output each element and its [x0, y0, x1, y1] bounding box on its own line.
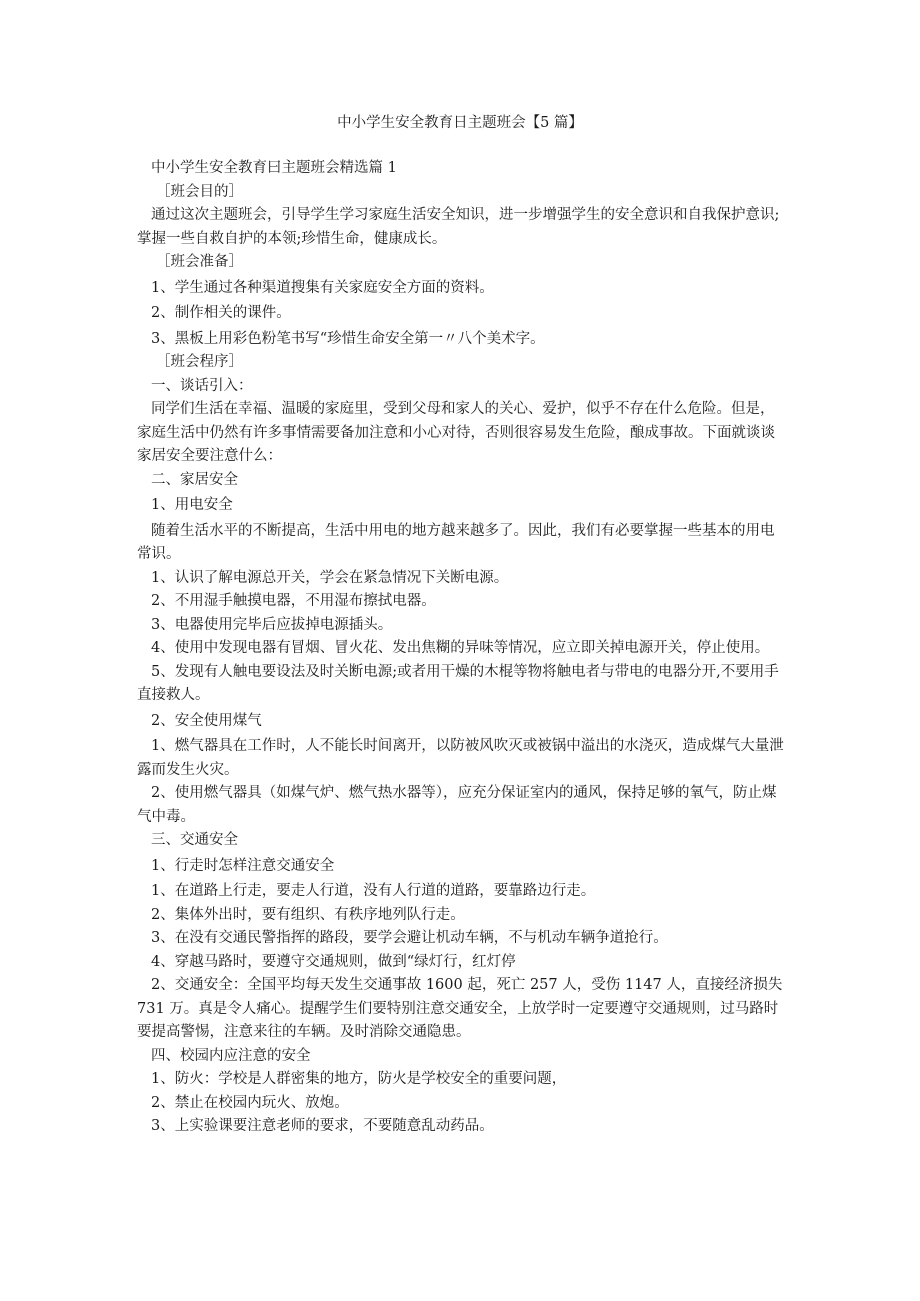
list-item: 5、发现有人触电要设法及时关断电源;或者用干燥的木棍等物将触电者与带电的电器分开,不要用手直接救人。 — [137, 663, 779, 703]
list-item: 1、防火：学校是人群密集的地方，防火是学校安全的重要问题， — [151, 1071, 567, 1087]
list-item: 2、不用湿手触摸电器，不用湿布擦拭电器。 — [151, 593, 436, 609]
subsection-heading: 1、用电安全 — [151, 497, 233, 513]
subsection-heading: 三、交通安全 — [151, 832, 238, 848]
document-title: 中小学生安全教育日主题班会【5 篇】 — [337, 115, 583, 131]
section-label: ［班会程序］ — [156, 354, 243, 370]
list-item: 3、在没有交通民警指挥的路段，要学会避让机动车辆，不与机动车辆争道抢行。 — [151, 930, 668, 946]
subsection-heading: 一、谈话引入： — [151, 377, 253, 394]
paragraph: 通过这次主题班会，引导学生学习家庭生活安全知识，进一步增强学生的安全意识和自我保护意识;掌握一些自救自护的本领;珍惜生命，健康成长。 — [137, 207, 780, 247]
paragraph: 随着生活水平的不断提高，生活中用电的地方越来越多了。因此，我们有必要掌握一些基本的用电常识。 — [137, 522, 775, 562]
list-item: 2、集体外出时，要有组织、有秩序地列队行走。 — [151, 906, 465, 923]
list-item: 3、电器使用完毕后应拔掉电源插头。 — [151, 616, 393, 633]
list-item: 2、制作相关的课件。 — [151, 305, 291, 321]
list-item: 4、穿越马路时，要遵守交通规则，做到“绿灯行，红灯停 — [151, 953, 516, 970]
subsection-heading: 四、校园内应注意的安全 — [151, 1047, 311, 1064]
section-heading: 中小学生安全教育曰主题班会精选篇 1 — [151, 160, 397, 176]
list-item: 1、在道路上行走，要走人行道，没有人行道的道路，要靠路边行走。 — [151, 883, 596, 899]
subsection-heading: 二、家居安全 — [151, 471, 238, 488]
list-item: 2、使用燃气器具（如煤气炉、燃气热水器等），应充分保证室内的通风，保持足够的氧气，防止煤气中毒。 — [137, 785, 777, 825]
list-item: 1、学生通过各种渠道搜集有关家庭安全方面的资料。 — [151, 279, 494, 296]
list-item: 1、燃气器具在工作时，人不能长时间离开，以防被风吹灭或被锅中溢出的水浇灭，造成煤气大量泄露而发生火灾。 — [137, 738, 784, 778]
subsection-heading: 1、行走时怎样注意交通安全 — [151, 857, 335, 874]
paragraph: 2、交通安全：全国平均每天发生交通事故 1600 起，死亡 257 人，受伤 1147 人，直接经济损失 731 万。真是令人痛心。提醒学生们要特别注意交通安全，上放学时一定要遵守交通规则，过马路时要提高警惕，注意来往的车辆。及时消除交通隐患。 — [137, 977, 783, 1040]
list-item: 1、认识了解电源总开关，学会在紧急情况下关断电源。 — [151, 569, 509, 586]
document-body — [0, 157, 920, 1139]
list-item: 3、黑板上用彩色粉笔书写“珍惜生命安全第一〃八个美术字。 — [151, 330, 545, 347]
list-item: 3、上实验课要注意老师的要求，不要随意乱动药品。 — [151, 1118, 494, 1134]
list-item: 4、使用中发现电器有冒烟、冒火花、发出焦糊的异味等情况，应立即关掉电源开关，停止使用。 — [151, 640, 770, 656]
paragraph: 同学们生活在幸福、温暖的家庭里，受到父母和家人的关心、爱护，似乎不存在什么危险。但是，家庭生活中仍然有许多事情需要备加注意和小心对待，否则很容易发生危险，酿成事故。下面就谈谈家居安全要注意什么： — [137, 401, 775, 464]
list-item: 2、禁止在校园内玩火、放炮。 — [151, 1094, 349, 1111]
section-label: ［班会准备］ — [156, 254, 243, 270]
section-label: ［班会目的］ — [156, 183, 243, 200]
subsection-heading: 2、安全使用煤气 — [151, 712, 262, 729]
